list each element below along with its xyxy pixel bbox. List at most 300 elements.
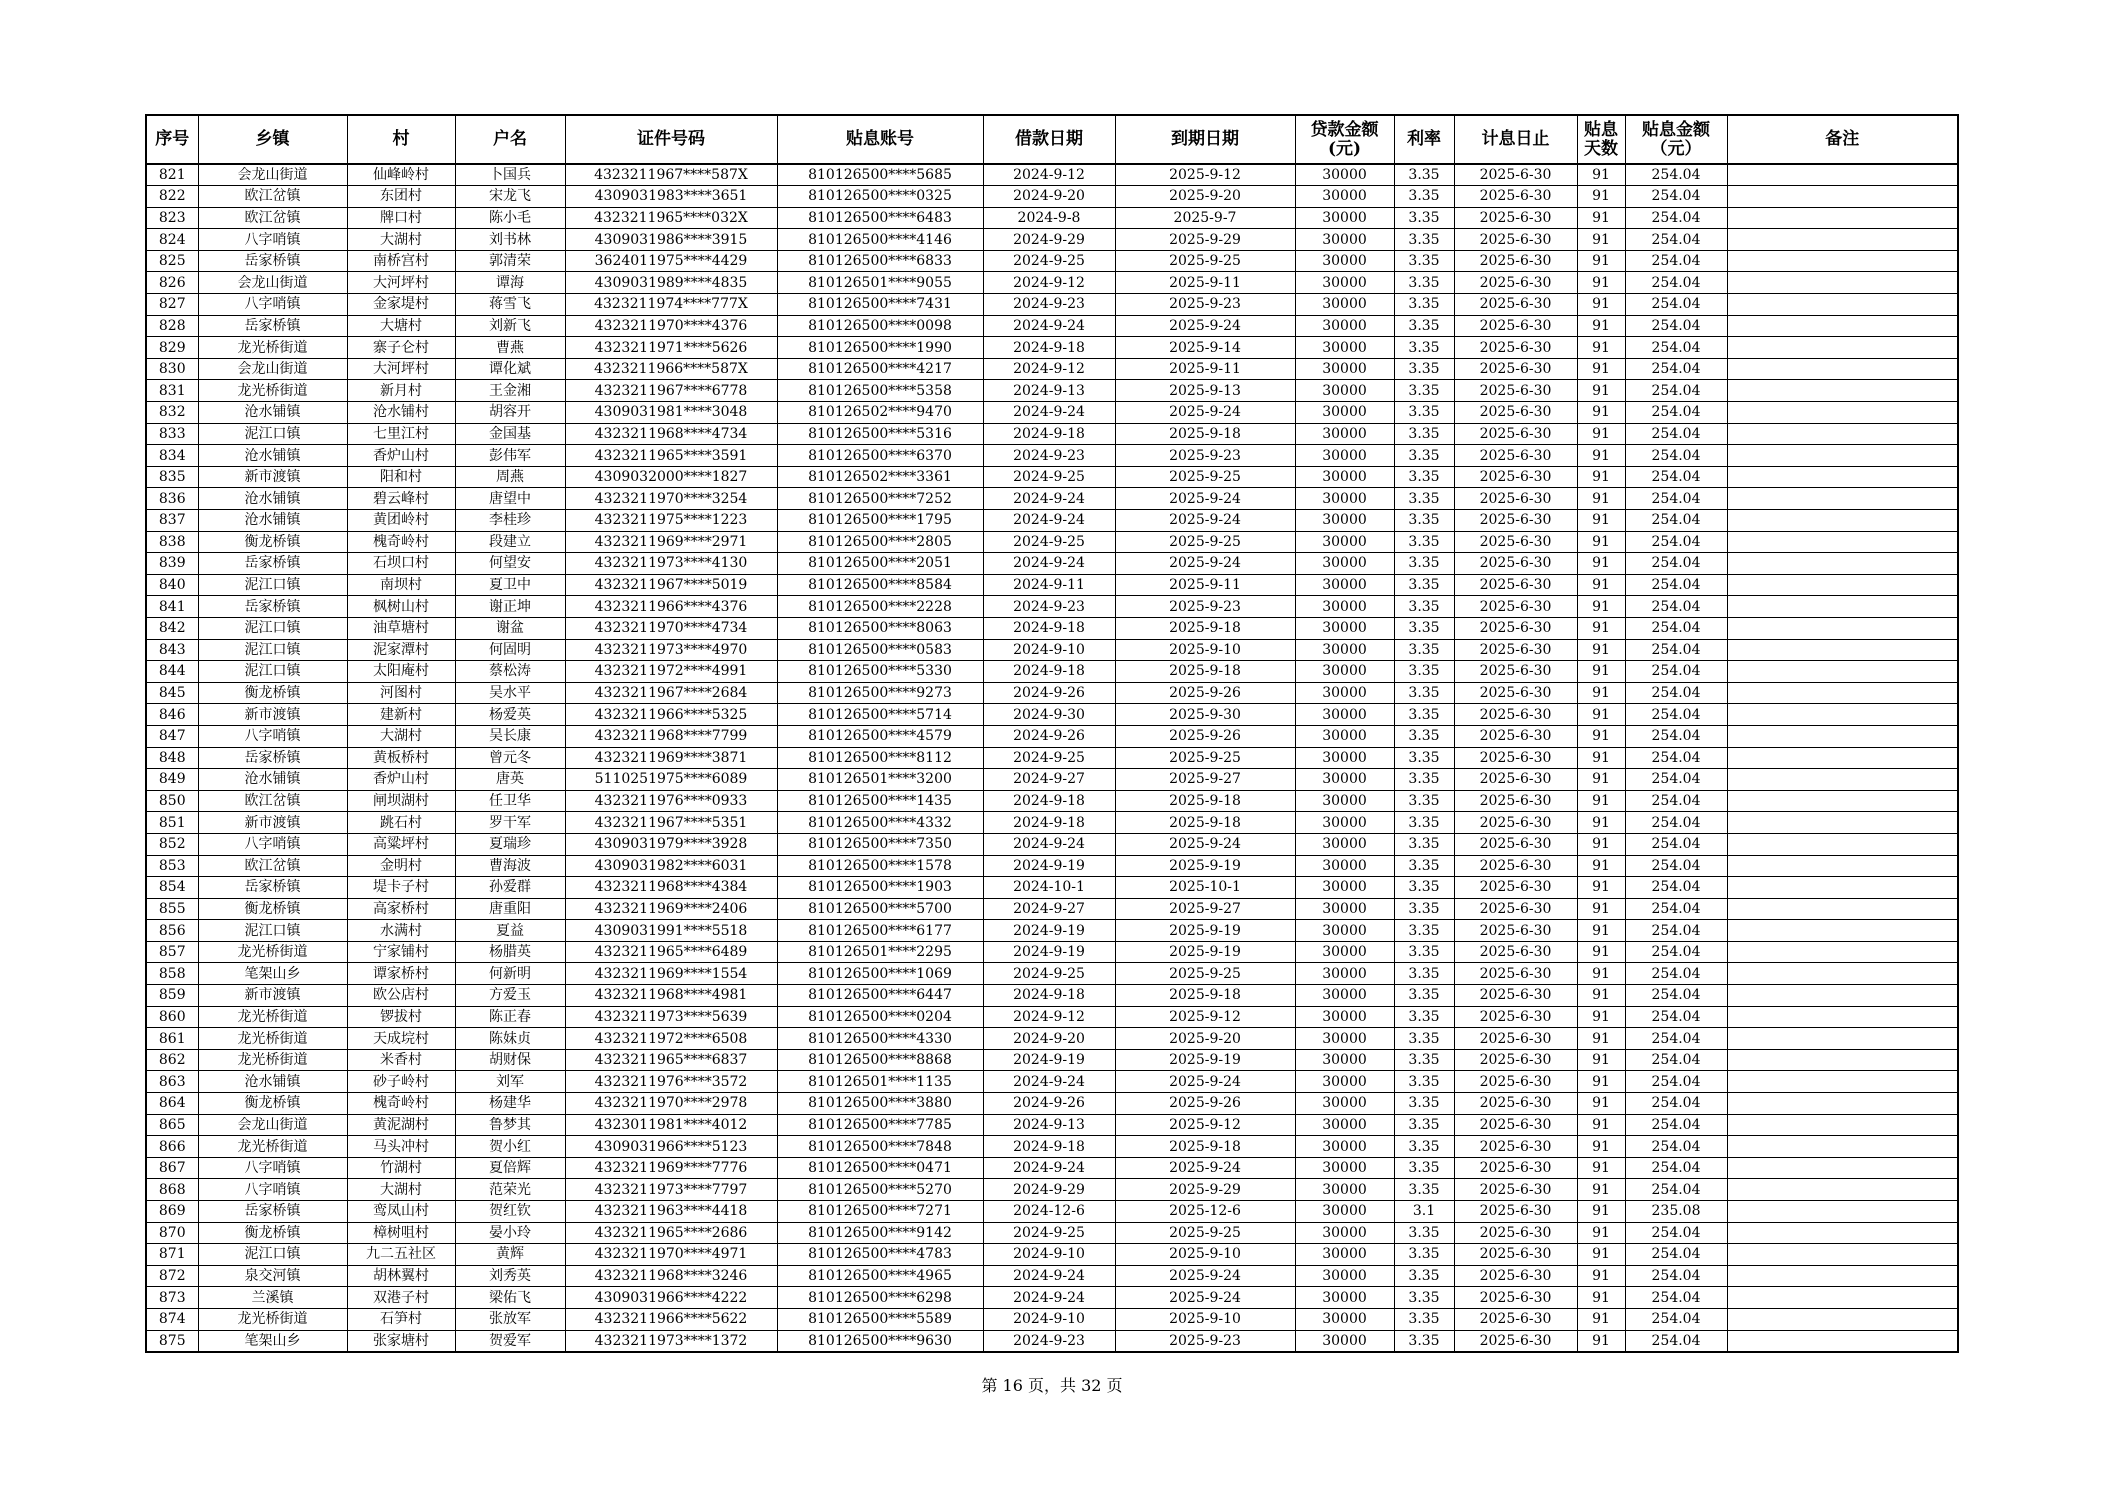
cell-id-number: 4323211970****4971 [565, 1244, 777, 1266]
cell-interest-end-date: 2025-6-30 [1454, 682, 1577, 704]
cell-id-number: 3624011975****4429 [565, 250, 777, 272]
cell-loan-amount: 30000 [1295, 704, 1394, 726]
table-row [146, 920, 1958, 942]
cell-interest-end-date: 2025-6-30 [1454, 207, 1577, 229]
cell-due-date: 2025-9-13 [1115, 380, 1295, 402]
cell-subsidy-days: 91 [1577, 531, 1625, 553]
cell-remarks [1727, 941, 1958, 963]
cell-loan-date: 2024-9-18 [983, 617, 1115, 639]
cell-loan-amount: 30000 [1295, 1157, 1394, 1179]
cell-subsidy-days: 91 [1577, 294, 1625, 316]
cell-subsidy-amount: 254.04 [1625, 229, 1727, 251]
cell-village: 南坝村 [347, 574, 455, 596]
cell-household-name: 何固明 [455, 639, 565, 661]
cell-loan-date: 2024-9-24 [983, 315, 1115, 337]
cell-interest-end-date: 2025-6-30 [1454, 1308, 1577, 1330]
cell-loan-amount: 30000 [1295, 877, 1394, 899]
cell-seq: 827 [146, 294, 198, 316]
subsidy-table [145, 114, 1959, 1353]
cell-subsidy-days: 91 [1577, 1157, 1625, 1179]
cell-loan-date: 2024-9-25 [983, 747, 1115, 769]
cell-village: 樟树咀村 [347, 1222, 455, 1244]
cell-due-date: 2025-9-30 [1115, 704, 1295, 726]
cell-subsidy-account: 810126500****5589 [777, 1308, 983, 1330]
cell-township: 会龙山街道 [198, 1114, 347, 1136]
cell-id-number: 4323211973****4130 [565, 553, 777, 575]
cell-remarks [1727, 617, 1958, 639]
cell-interest-end-date: 2025-6-30 [1454, 661, 1577, 683]
cell-due-date: 2025-9-29 [1115, 229, 1295, 251]
cell-remarks [1727, 769, 1958, 791]
table-row [146, 898, 1958, 920]
cell-household-name: 吴水平 [455, 682, 565, 704]
cell-subsidy-days: 91 [1577, 941, 1625, 963]
cell-due-date: 2025-9-25 [1115, 531, 1295, 553]
cell-due-date: 2025-9-25 [1115, 747, 1295, 769]
cell-loan-amount: 30000 [1295, 617, 1394, 639]
cell-subsidy-account: 810126500****5685 [777, 164, 983, 186]
cell-interest-rate: 3.35 [1394, 1330, 1454, 1352]
cell-id-number: 4323211970****3254 [565, 488, 777, 510]
cell-id-number: 4323211972****4991 [565, 661, 777, 683]
cell-subsidy-days: 91 [1577, 1330, 1625, 1352]
cell-remarks [1727, 445, 1958, 467]
cell-due-date: 2025-10-1 [1115, 877, 1295, 899]
cell-interest-rate: 3.35 [1394, 1049, 1454, 1071]
cell-loan-date: 2024-9-23 [983, 445, 1115, 467]
cell-loan-date: 2024-9-26 [983, 725, 1115, 747]
cell-village: 黄泥湖村 [347, 1114, 455, 1136]
cell-subsidy-amount: 254.04 [1625, 1136, 1727, 1158]
cell-seq: 832 [146, 402, 198, 424]
cell-interest-end-date: 2025-6-30 [1454, 769, 1577, 791]
cell-id-number: 4323211973****5639 [565, 1006, 777, 1028]
cell-township: 泥江口镇 [198, 574, 347, 596]
cell-village: 香炉山村 [347, 769, 455, 791]
cell-household-name: 刘军 [455, 1071, 565, 1093]
cell-subsidy-amount: 254.04 [1625, 769, 1727, 791]
cell-interest-rate: 3.35 [1394, 639, 1454, 661]
cell-household-name: 贺红钦 [455, 1201, 565, 1223]
cell-household-name: 夏倍辉 [455, 1157, 565, 1179]
cell-interest-rate: 3.35 [1394, 380, 1454, 402]
cell-interest-rate: 3.35 [1394, 1114, 1454, 1136]
cell-interest-rate: 3.35 [1394, 1006, 1454, 1028]
cell-subsidy-account: 810126500****0583 [777, 639, 983, 661]
table-row [146, 380, 1958, 402]
cell-household-name: 唐重阳 [455, 898, 565, 920]
table-row [146, 1244, 1958, 1266]
cell-id-number: 4323211971****5626 [565, 337, 777, 359]
cell-id-number: 4309031966****5123 [565, 1136, 777, 1158]
cell-township: 八字哨镇 [198, 294, 347, 316]
cell-seq: 871 [146, 1244, 198, 1266]
cell-interest-rate: 3.35 [1394, 1071, 1454, 1093]
cell-subsidy-amount: 254.04 [1625, 207, 1727, 229]
cell-remarks [1727, 531, 1958, 553]
cell-township: 会龙山街道 [198, 358, 347, 380]
cell-remarks [1727, 1308, 1958, 1330]
cell-interest-rate: 3.1 [1394, 1201, 1454, 1223]
cell-subsidy-days: 91 [1577, 812, 1625, 834]
cell-subsidy-days: 91 [1577, 337, 1625, 359]
cell-interest-rate: 3.35 [1394, 833, 1454, 855]
cell-subsidy-amount: 254.04 [1625, 985, 1727, 1007]
cell-township: 泥江口镇 [198, 661, 347, 683]
cell-loan-date: 2024-9-13 [983, 1114, 1115, 1136]
table-row [146, 488, 1958, 510]
cell-remarks [1727, 423, 1958, 445]
cell-subsidy-days: 91 [1577, 985, 1625, 1007]
cell-subsidy-account: 810126500****2805 [777, 531, 983, 553]
cell-township: 会龙山街道 [198, 164, 347, 186]
cell-subsidy-amount: 254.04 [1625, 423, 1727, 445]
cell-subsidy-days: 91 [1577, 510, 1625, 532]
cell-seq: 834 [146, 445, 198, 467]
cell-household-name: 谭化斌 [455, 358, 565, 380]
cell-loan-amount: 30000 [1295, 941, 1394, 963]
cell-seq: 829 [146, 337, 198, 359]
cell-subsidy-days: 91 [1577, 358, 1625, 380]
cell-township: 八字哨镇 [198, 1157, 347, 1179]
cell-remarks [1727, 747, 1958, 769]
cell-due-date: 2025-9-25 [1115, 963, 1295, 985]
cell-subsidy-account: 810126500****1903 [777, 877, 983, 899]
cell-township: 龙光桥街道 [198, 1006, 347, 1028]
cell-subsidy-amount: 254.04 [1625, 1222, 1727, 1244]
cell-interest-rate: 3.35 [1394, 1136, 1454, 1158]
cell-household-name: 曹海波 [455, 855, 565, 877]
cell-township: 八字哨镇 [198, 229, 347, 251]
cell-id-number: 4309031991****5518 [565, 920, 777, 942]
cell-subsidy-days: 91 [1577, 963, 1625, 985]
cell-seq: 839 [146, 553, 198, 575]
cell-id-number: 4323211966****587X [565, 358, 777, 380]
cell-loan-amount: 30000 [1295, 1049, 1394, 1071]
cell-seq: 841 [146, 596, 198, 618]
cell-township: 衡龙桥镇 [198, 898, 347, 920]
cell-due-date: 2025-9-7 [1115, 207, 1295, 229]
cell-subsidy-account: 810126500****0098 [777, 315, 983, 337]
cell-subsidy-account: 810126500****9273 [777, 682, 983, 704]
cell-interest-end-date: 2025-6-30 [1454, 229, 1577, 251]
cell-household-name: 鲁梦其 [455, 1114, 565, 1136]
cell-due-date: 2025-9-12 [1115, 1114, 1295, 1136]
cell-id-number: 4323211967****587X [565, 164, 777, 186]
cell-subsidy-account: 810126500****8584 [777, 574, 983, 596]
cell-subsidy-days: 91 [1577, 164, 1625, 186]
cell-due-date: 2025-9-19 [1115, 855, 1295, 877]
cell-household-name: 刘新飞 [455, 315, 565, 337]
cell-interest-end-date: 2025-6-30 [1454, 358, 1577, 380]
cell-subsidy-days: 91 [1577, 1136, 1625, 1158]
cell-id-number: 4323211965****6489 [565, 941, 777, 963]
cell-interest-rate: 3.35 [1394, 747, 1454, 769]
cell-household-name: 蒋雪飞 [455, 294, 565, 316]
cell-loan-date: 2024-9-29 [983, 229, 1115, 251]
table-row [146, 1222, 1958, 1244]
cell-interest-end-date: 2025-6-30 [1454, 596, 1577, 618]
cell-interest-end-date: 2025-6-30 [1454, 1287, 1577, 1309]
cell-id-number: 4323211968****4384 [565, 877, 777, 899]
cell-due-date: 2025-9-24 [1115, 553, 1295, 575]
cell-interest-end-date: 2025-6-30 [1454, 531, 1577, 553]
cell-township: 新市渡镇 [198, 466, 347, 488]
cell-seq: 850 [146, 790, 198, 812]
cell-due-date: 2025-9-24 [1115, 1157, 1295, 1179]
cell-township: 衡龙桥镇 [198, 1093, 347, 1115]
cell-interest-end-date: 2025-6-30 [1454, 294, 1577, 316]
cell-loan-date: 2024-9-25 [983, 1222, 1115, 1244]
cell-interest-end-date: 2025-6-30 [1454, 833, 1577, 855]
cell-loan-date: 2024-9-24 [983, 1287, 1115, 1309]
cell-interest-end-date: 2025-6-30 [1454, 790, 1577, 812]
cell-interest-end-date: 2025-6-30 [1454, 466, 1577, 488]
cell-subsidy-account: 810126500****0471 [777, 1157, 983, 1179]
cell-interest-end-date: 2025-6-30 [1454, 510, 1577, 532]
cell-due-date: 2025-9-18 [1115, 661, 1295, 683]
cell-seq: 855 [146, 898, 198, 920]
cell-interest-rate: 3.35 [1394, 466, 1454, 488]
cell-subsidy-days: 91 [1577, 380, 1625, 402]
cell-subsidy-amount: 254.04 [1625, 402, 1727, 424]
cell-due-date: 2025-9-27 [1115, 769, 1295, 791]
cell-subsidy-account: 810126500****1578 [777, 855, 983, 877]
cell-township: 兰溪镇 [198, 1287, 347, 1309]
cell-household-name: 杨爱英 [455, 704, 565, 726]
cell-household-name: 夏瑞珍 [455, 833, 565, 855]
table-row [146, 402, 1958, 424]
cell-loan-date: 2024-9-24 [983, 1157, 1115, 1179]
table-row [146, 941, 1958, 963]
cell-village: 米香村 [347, 1049, 455, 1071]
cell-village: 沧水铺村 [347, 402, 455, 424]
cell-subsidy-amount: 254.04 [1625, 1265, 1727, 1287]
cell-loan-amount: 30000 [1295, 812, 1394, 834]
table-row [146, 445, 1958, 467]
cell-subsidy-account: 810126501****3200 [777, 769, 983, 791]
cell-subsidy-days: 91 [1577, 639, 1625, 661]
cell-household-name: 曾元冬 [455, 747, 565, 769]
cell-village: 金家堤村 [347, 294, 455, 316]
cell-interest-end-date: 2025-6-30 [1454, 445, 1577, 467]
cell-due-date: 2025-9-25 [1115, 250, 1295, 272]
cell-interest-rate: 3.35 [1394, 510, 1454, 532]
cell-due-date: 2025-9-26 [1115, 725, 1295, 747]
cell-due-date: 2025-9-10 [1115, 1244, 1295, 1266]
table-row [146, 272, 1958, 294]
cell-remarks [1727, 682, 1958, 704]
cell-due-date: 2025-9-10 [1115, 639, 1295, 661]
cell-due-date: 2025-9-12 [1115, 164, 1295, 186]
cell-due-date: 2025-9-23 [1115, 445, 1295, 467]
cell-interest-rate: 3.35 [1394, 812, 1454, 834]
cell-interest-end-date: 2025-6-30 [1454, 855, 1577, 877]
cell-interest-end-date: 2025-6-30 [1454, 1114, 1577, 1136]
cell-due-date: 2025-9-19 [1115, 920, 1295, 942]
table-row [146, 358, 1958, 380]
cell-seq: 865 [146, 1114, 198, 1136]
cell-interest-rate: 3.35 [1394, 704, 1454, 726]
cell-loan-date: 2024-9-23 [983, 1330, 1115, 1352]
cell-loan-date: 2024-9-19 [983, 855, 1115, 877]
cell-subsidy-days: 91 [1577, 186, 1625, 208]
cell-interest-end-date: 2025-6-30 [1454, 337, 1577, 359]
cell-subsidy-amount: 254.04 [1625, 315, 1727, 337]
cell-id-number: 4323211969****2971 [565, 531, 777, 553]
cell-id-number: 4323211965****032X [565, 207, 777, 229]
cell-household-name: 陈妹贞 [455, 1028, 565, 1050]
cell-township: 衡龙桥镇 [198, 531, 347, 553]
header-interest-rate: 利率 [1394, 115, 1454, 164]
cell-subsidy-amount: 254.04 [1625, 941, 1727, 963]
cell-remarks [1727, 1201, 1958, 1223]
cell-seq: 845 [146, 682, 198, 704]
cell-subsidy-amount: 254.04 [1625, 1330, 1727, 1352]
cell-seq: 848 [146, 747, 198, 769]
cell-due-date: 2025-9-19 [1115, 941, 1295, 963]
cell-interest-end-date: 2025-6-30 [1454, 315, 1577, 337]
cell-household-name: 谢正坤 [455, 596, 565, 618]
cell-subsidy-days: 91 [1577, 1049, 1625, 1071]
table-row [146, 1114, 1958, 1136]
cell-interest-end-date: 2025-6-30 [1454, 553, 1577, 575]
cell-loan-amount: 30000 [1295, 207, 1394, 229]
cell-loan-amount: 30000 [1295, 510, 1394, 532]
cell-township: 龙光桥街道 [198, 337, 347, 359]
header-remarks: 备注 [1727, 115, 1958, 164]
cell-loan-amount: 30000 [1295, 963, 1394, 985]
cell-loan-amount: 30000 [1295, 186, 1394, 208]
cell-household-name: 杨腊英 [455, 941, 565, 963]
cell-seq: 833 [146, 423, 198, 445]
cell-interest-rate: 3.35 [1394, 596, 1454, 618]
cell-loan-date: 2024-9-20 [983, 1028, 1115, 1050]
cell-loan-amount: 30000 [1295, 402, 1394, 424]
cell-subsidy-amount: 254.04 [1625, 186, 1727, 208]
cell-loan-amount: 30000 [1295, 1287, 1394, 1309]
cell-due-date: 2025-9-24 [1115, 315, 1295, 337]
cell-subsidy-amount: 254.04 [1625, 1244, 1727, 1266]
cell-subsidy-days: 91 [1577, 617, 1625, 639]
cell-interest-end-date: 2025-6-30 [1454, 1157, 1577, 1179]
cell-remarks [1727, 380, 1958, 402]
cell-township: 八字哨镇 [198, 833, 347, 855]
cell-loan-amount: 30000 [1295, 337, 1394, 359]
cell-village: 大河坪村 [347, 272, 455, 294]
cell-village: 南桥宫村 [347, 250, 455, 272]
cell-township: 欧江岔镇 [198, 186, 347, 208]
cell-subsidy-days: 91 [1577, 725, 1625, 747]
table-row [146, 769, 1958, 791]
cell-interest-rate: 3.35 [1394, 855, 1454, 877]
cell-village: 砂子岭村 [347, 1071, 455, 1093]
cell-interest-rate: 3.35 [1394, 617, 1454, 639]
cell-seq: 860 [146, 1006, 198, 1028]
cell-household-name: 蔡松涛 [455, 661, 565, 683]
cell-seq: 822 [146, 186, 198, 208]
cell-subsidy-days: 91 [1577, 596, 1625, 618]
cell-subsidy-account: 810126500****8868 [777, 1049, 983, 1071]
cell-village: 双港子村 [347, 1287, 455, 1309]
cell-id-number: 4323211966****5622 [565, 1308, 777, 1330]
cell-subsidy-account: 810126500****0325 [777, 186, 983, 208]
cell-id-number: 4323211969****7776 [565, 1157, 777, 1179]
header-subsidy-days: 贴息 天数 [1577, 115, 1625, 164]
cell-subsidy-account: 810126500****7785 [777, 1114, 983, 1136]
cell-interest-rate: 3.35 [1394, 941, 1454, 963]
cell-township: 泥江口镇 [198, 423, 347, 445]
cell-seq: 853 [146, 855, 198, 877]
cell-village: 竹湖村 [347, 1157, 455, 1179]
cell-loan-amount: 30000 [1295, 1006, 1394, 1028]
cell-interest-end-date: 2025-6-30 [1454, 639, 1577, 661]
cell-loan-amount: 30000 [1295, 769, 1394, 791]
table-row [146, 855, 1958, 877]
cell-loan-date: 2024-9-18 [983, 661, 1115, 683]
cell-subsidy-amount: 254.04 [1625, 1287, 1727, 1309]
cell-subsidy-account: 810126501****1135 [777, 1071, 983, 1093]
cell-subsidy-days: 91 [1577, 402, 1625, 424]
cell-household-name: 梁佑飞 [455, 1287, 565, 1309]
cell-township: 泥江口镇 [198, 639, 347, 661]
cell-interest-rate: 3.35 [1394, 1179, 1454, 1201]
cell-subsidy-amount: 254.04 [1625, 855, 1727, 877]
table-row [146, 1330, 1958, 1352]
cell-due-date: 2025-9-23 [1115, 1330, 1295, 1352]
cell-interest-rate: 3.35 [1394, 1308, 1454, 1330]
cell-remarks [1727, 1049, 1958, 1071]
cell-subsidy-amount: 235.08 [1625, 1201, 1727, 1223]
cell-subsidy-days: 91 [1577, 1244, 1625, 1266]
cell-subsidy-amount: 254.04 [1625, 337, 1727, 359]
cell-subsidy-days: 91 [1577, 682, 1625, 704]
cell-remarks [1727, 1287, 1958, 1309]
cell-household-name: 谢盆 [455, 617, 565, 639]
header-loan-date: 借款日期 [983, 115, 1115, 164]
cell-subsidy-days: 91 [1577, 229, 1625, 251]
cell-interest-rate: 3.35 [1394, 250, 1454, 272]
cell-township: 欧江岔镇 [198, 207, 347, 229]
cell-township: 八字哨镇 [198, 725, 347, 747]
cell-loan-amount: 30000 [1295, 682, 1394, 704]
cell-id-number: 4323211963****4418 [565, 1201, 777, 1223]
cell-interest-end-date: 2025-6-30 [1454, 380, 1577, 402]
cell-remarks [1727, 1114, 1958, 1136]
cell-loan-amount: 30000 [1295, 294, 1394, 316]
cell-seq: 869 [146, 1201, 198, 1223]
cell-id-number: 4323211970****4376 [565, 315, 777, 337]
cell-household-name: 卜国兵 [455, 164, 565, 186]
cell-loan-date: 2024-9-24 [983, 553, 1115, 575]
cell-subsidy-amount: 254.04 [1625, 531, 1727, 553]
cell-village: 谭家桥村 [347, 963, 455, 985]
cell-id-number: 4323211969****2406 [565, 898, 777, 920]
cell-subsidy-account: 810126500****6483 [777, 207, 983, 229]
cell-loan-date: 2024-9-25 [983, 963, 1115, 985]
cell-loan-date: 2024-9-18 [983, 337, 1115, 359]
cell-loan-amount: 30000 [1295, 1222, 1394, 1244]
cell-seq: 868 [146, 1179, 198, 1201]
cell-household-name: 夏卫中 [455, 574, 565, 596]
cell-subsidy-account: 810126500****8063 [777, 617, 983, 639]
table-row [146, 1049, 1958, 1071]
cell-interest-rate: 3.35 [1394, 1093, 1454, 1115]
cell-due-date: 2025-9-19 [1115, 1049, 1295, 1071]
cell-subsidy-account: 810126500****9142 [777, 1222, 983, 1244]
table-row [146, 639, 1958, 661]
cell-seq: 851 [146, 812, 198, 834]
